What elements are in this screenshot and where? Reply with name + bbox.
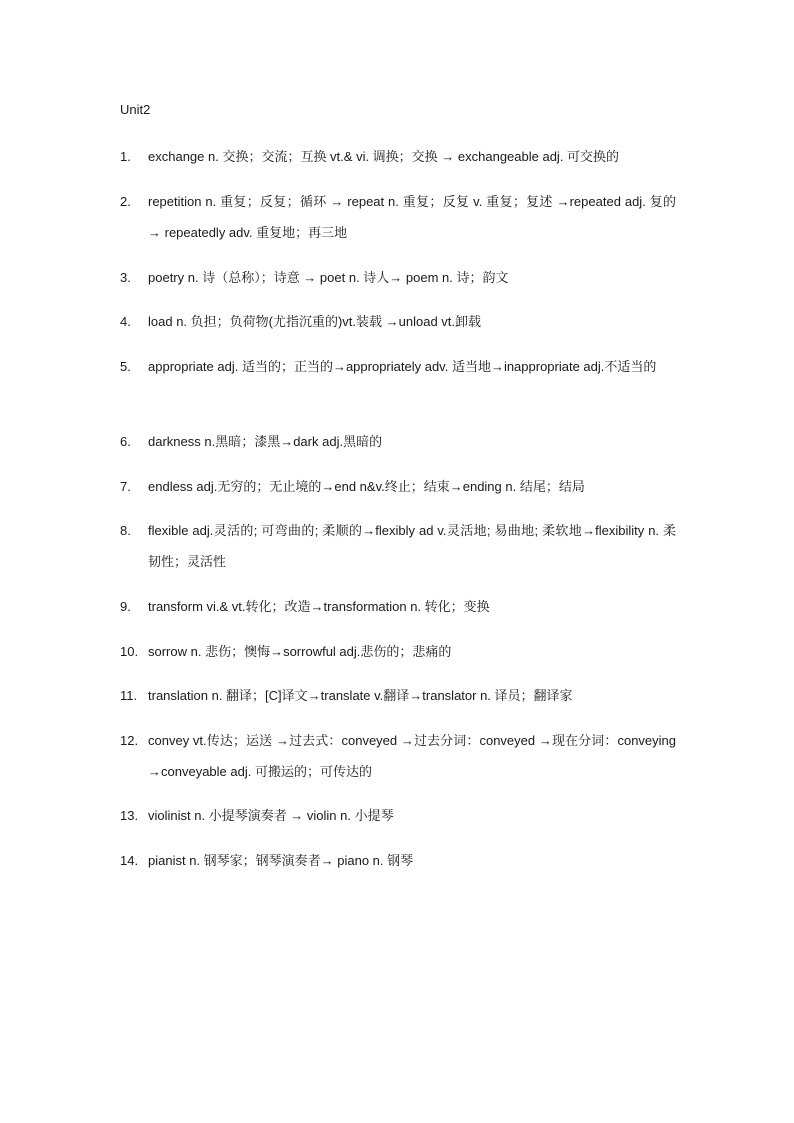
item-text: flexible adj.灵活的; 可弯曲的; 柔顺的→flexibly ad v.灵活地; 易曲地; 柔软地→flexibility n. 柔韧性；灵活性 — [148, 523, 676, 569]
item-number: 6. — [120, 434, 131, 449]
item-number: 7. — [120, 479, 131, 494]
vocab-item — [120, 591, 676, 622]
item-text: appropriate adj. 适当的；正当的→appropriately adv. 适当地→inappropriate adj.不适当的 — [148, 359, 657, 374]
item-text: sorrow n. 悲伤；懊悔→sorrowful adj.悲伤的；悲痛的 — [148, 644, 452, 659]
item-text: convey vt.传达；运送 →过去式：conveyed →过去分词：conveyed →现在分词：conveying →conveyable adj. 可搬运的；可传达的 — [148, 733, 676, 779]
item-text: repetition n. 重复；反复；循环 → repeat n. 重复；反复 v. 重复；复述 →repeated adj. 复的→ repeatedly adv. 重复地；再三地 — [148, 194, 676, 240]
item-text: exchange n. 交换；交流；互换 vt.& vi. 调换；交换 → exchangeable adj. 可交换的 — [148, 149, 620, 164]
item-number: 3. — [120, 270, 131, 285]
item-text: poetry n. 诗（总称）；诗意 → poet n. 诗人→ poem n. 诗；韵文 — [148, 270, 509, 285]
vocab-item — [120, 725, 676, 787]
item-number: 8. — [120, 523, 131, 538]
item-number: 12. — [120, 733, 139, 748]
item-text: darkness n.黑暗；漆黑→dark adj.黑暗的 — [148, 434, 383, 449]
vocab-item — [120, 515, 676, 577]
vocab-item — [120, 186, 676, 248]
vocab-item — [120, 141, 676, 172]
vocab-item — [120, 800, 676, 831]
document-title: Unit2 — [120, 102, 151, 117]
item-text: violinist n. 小提琴演奏者 → violin n. 小提琴 — [148, 808, 394, 823]
item-number: 9. — [120, 599, 131, 614]
item-number: 11. — [120, 688, 138, 703]
item-number: 13. — [120, 808, 139, 823]
vocab-item — [120, 845, 676, 876]
vocab-item — [120, 306, 676, 337]
vocab-item — [120, 351, 676, 382]
item-number: 2. — [120, 194, 131, 209]
vocab-item — [120, 262, 676, 293]
item-number: 14. — [120, 853, 139, 868]
item-number: 10. — [120, 644, 139, 659]
item-number: 1. — [120, 149, 131, 164]
vocab-item — [120, 471, 676, 502]
item-text: transform vi.& vt.转化；改造→transformation n. 转化；变换 — [148, 599, 490, 614]
item-number: 4. — [120, 314, 131, 329]
item-number: 5. — [120, 359, 131, 374]
vocab-item — [120, 636, 676, 667]
vocab-item — [120, 680, 676, 711]
item-text: endless adj.无穷的；无止境的→end n&v.终止；结束→ending n. 结尾；结局 — [148, 479, 585, 494]
vocab-item — [120, 426, 676, 457]
item-text: pianist n. 钢琴家；钢琴演奏者→ piano n. 钢琴 — [148, 853, 414, 868]
item-text: load n. 负担；负荷物(尤指沉重的)vt.装载 →unload vt.卸载 — [148, 314, 482, 329]
item-text: translation n. 翻译；[C]译文→translate v.翻译→translator n. 译员；翻译家 — [148, 688, 573, 703]
